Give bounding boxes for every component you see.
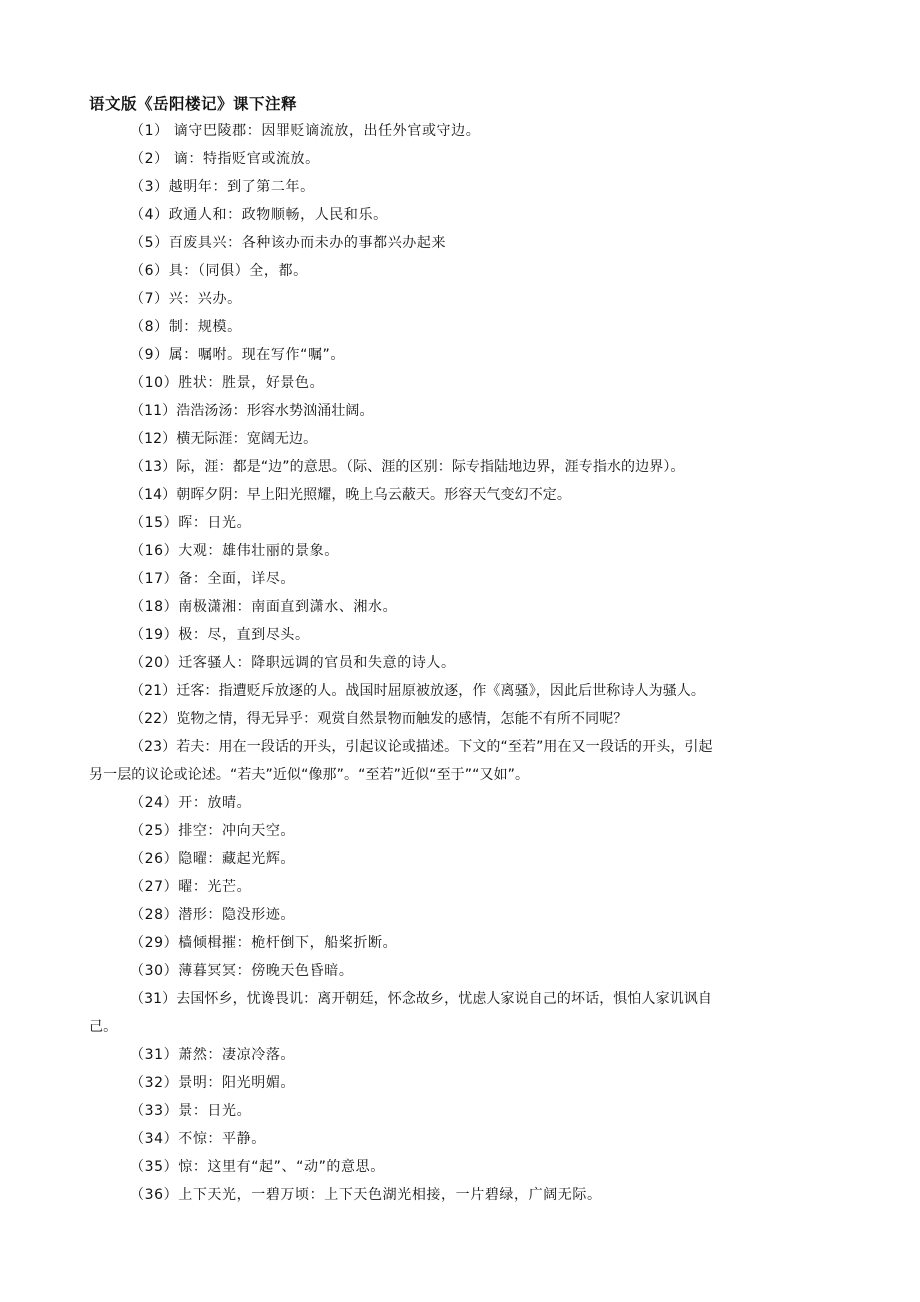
note-25: （25）排空：冲向天空。 [130,823,296,839]
note-35: （35）惊：这里有“起”、“动”的意思。 [130,1159,385,1175]
note-17: （17）备：全面，详尽。 [130,571,296,587]
note-21: （21）迁客：指遭贬斥放逐的人。战国时屈原被放逐，作《离骚》，因此后世称诗人为骚人。 [130,683,706,699]
note-36: （36）上下天光，一碧万顷：上下天色湖光相接，一片碧绿，广阔无际。 [130,1187,602,1203]
note-29: （29）樯倾楫摧：桅杆倒下，船桨折断。 [130,935,398,951]
note-6: （6）具：（同俱）全，都。 [130,263,308,279]
note-3: （3）越明年：到了第二年。 [130,179,315,195]
note-28: （28）潜形：隐没形迹。 [130,907,296,923]
note-32: （32）景明：阳光明媚。 [130,1075,296,1091]
note-24: （24）开：放晴。 [130,795,252,811]
note-34: （34）不惊：平静。 [130,1131,266,1147]
note-5: （5）百废具兴：各种该办而未办的事都兴办起来 [130,235,447,251]
note-9: （9）属：嘱咐。现在写作“嘱”。 [130,347,346,363]
note-31a-continued: 己。 [89,1019,118,1035]
note-15: （15）晖：日光。 [130,515,252,531]
note-31a: （31）去国怀乡，忧谗畏讥：离开朝廷，怀念故乡，忧虑人家说自己的坏话，惧怕人家讥讽自 [130,991,713,1007]
note-16: （16）大观：雄伟壮丽的景象。 [130,543,339,559]
note-2: （2） 谪：特指贬官或流放。 [130,151,320,167]
document-title: 语文版《岳阳楼记》课下注释 [89,95,298,113]
note-14: （14）朝晖夕阴：早上阳光照耀，晚上乌云蔽天。形容天气变幻不定。 [130,487,572,503]
note-31b: （31）萧然：凄凉冷落。 [130,1047,296,1063]
note-23-continued: 另一层的议论或论述。“若夫”近似“像那”。“至若”近似“至于”“又如”。 [89,767,530,783]
note-27: （27）曜：光芒。 [130,879,252,895]
note-23: （23）若夫：用在一段话的开头，引起议论或描述。下文的“至若”用在又一段话的开头，引起 [130,739,713,755]
note-12: （12）横无际涯：宽阔无边。 [130,431,318,447]
note-10: （10）胜状：胜景，好景色。 [130,375,325,391]
note-11: （11）浩浩汤汤：形容水势汹涌壮阔。 [130,403,374,419]
note-13: （13）际，涯：都是“边”的意思。（际、涯的区别：际专指陆地边界，涯专指水的边界）。 [130,459,685,475]
note-19: （19）极：尽，直到尽头。 [130,627,310,643]
note-20: （20）迁客骚人：降职远调的官员和失意的诗人。 [130,655,456,671]
note-18: （18）南极潇湘：南面直到潇水、湘水。 [130,599,398,615]
note-7: （7）兴：兴办。 [130,291,242,307]
note-26: （26）隐曜：藏起光辉。 [130,851,296,867]
note-1: （1） 谪守巴陵郡：因罪贬谪流放，出任外官或守边。 [130,123,481,139]
note-30: （30）薄暮冥冥：傍晚天色昏暗。 [130,963,354,979]
note-4: （4）政通人和：政物顺畅，人民和乐。 [130,207,388,223]
note-22: （22）览物之情，得无异乎：观赏自然景物而触发的感情，怎能不有所不同呢？ [130,711,628,727]
note-33: （33）景：日光。 [130,1103,252,1119]
note-8: （8）制：规模。 [130,319,242,335]
